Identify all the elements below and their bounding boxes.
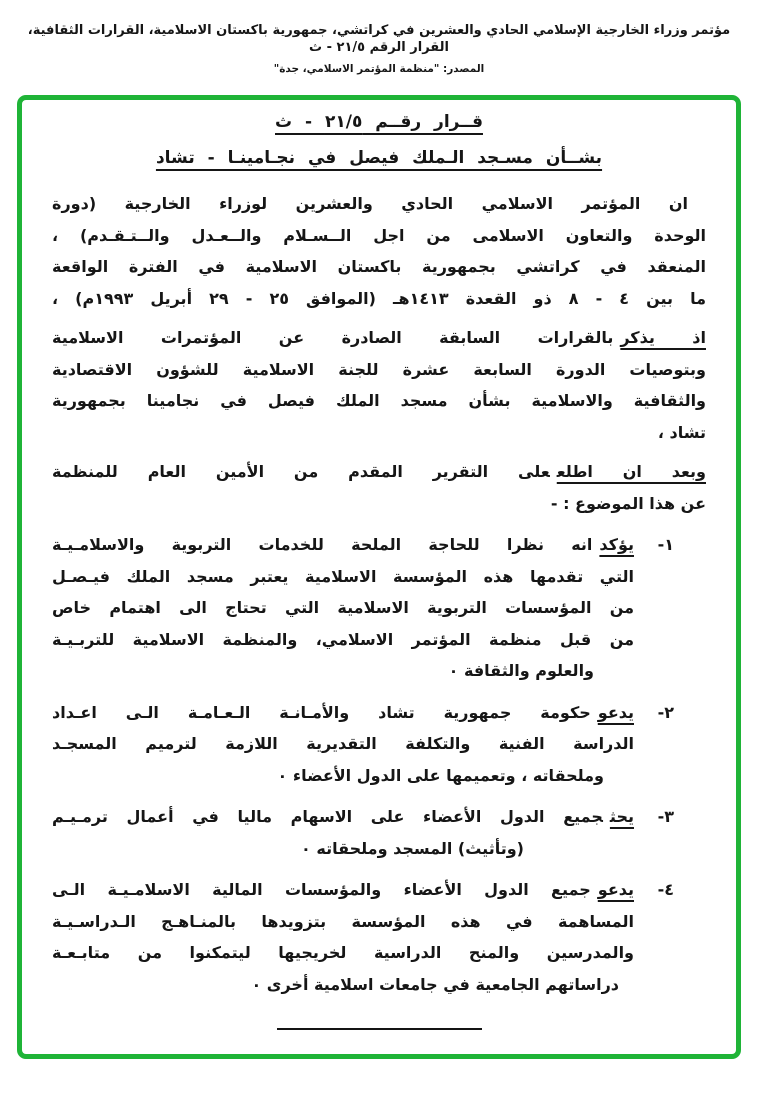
resolution-number-title: قــرار رقــم ٢١/٥ - ث (275, 112, 483, 132)
footer-divider (277, 1028, 482, 1030)
resolution-subject-title: بشــأن مسـجد الـملك فيصل في نجـامينـا - تشاد (155, 148, 603, 168)
body-line: وبتوصيات الدورة السابعة عشرة للجنة الاسلامية للشؤون الاقتصادية (52, 359, 706, 379)
body-line (52, 697, 634, 729)
body-line-text: انه نظرا للحاجة الملحة للخدمات التربوية والاسلامـيـة (52, 535, 593, 554)
body-line-text: جميع الدول الأعضاء والمؤسسات المالية الاسلامـيـة الـى (52, 880, 591, 899)
body-line: والعلوم والثقافة ٠ (448, 661, 594, 680)
operative-verb: يدعو (597, 880, 634, 899)
resolution-item-3 (52, 801, 706, 864)
operative-verb: يدعو (597, 702, 634, 722)
item-body (52, 874, 634, 1000)
item-body (52, 529, 634, 687)
item-body (52, 801, 634, 864)
body-line: ما بين ٤ - ٨ ذو القعدة ١٤١٣هـ (الموافق ٢٥ - ٢٩ أبريل ١٩٩٣م) ، (52, 288, 707, 308)
body-line: عن هذا الموضوع : - (550, 493, 706, 513)
preamble-lead-word: اذ يذكر (620, 328, 706, 347)
body-line: والثقافية والاسلامية بشأن مسجد الملك فيصل في نجامينا بجمهورية (52, 391, 706, 410)
scanned-resolution-page (0, 22, 758, 1100)
resolution-item-2 (52, 697, 706, 792)
preamble-lead-word: وبعد ان اطلع (556, 462, 706, 481)
item-number: ٤- (657, 880, 674, 899)
resolution-item-1 (52, 529, 706, 687)
body-line (52, 529, 634, 561)
body-line (52, 874, 634, 906)
body-line (52, 456, 706, 488)
item-body (52, 697, 634, 792)
document-header-title: مؤتمر وزراء الخارجية الإسلامي الحادي والعشرين في كراتشي، جمهورية باكستان الاسلامية، القرارات الثقافية، القرار الرقم ٢١/٥ - ث (27, 23, 731, 55)
body-line: وملحقاته ، وتعميمها على الدول الأعضاء ٠ (277, 765, 604, 785)
body-line: المساهمة في هذه المؤسسة بتزويدها بالمنـاهـج الـدراسـيـة (52, 911, 634, 931)
resolution-item-4 (52, 874, 706, 1000)
item-number: ٢- (657, 702, 674, 722)
body-line: (وتأثيث) المسجد وملحقاته ٠ (301, 838, 524, 858)
resolution-body (52, 188, 706, 1030)
body-line: دراساتهم الجامعية في جامعات اسلامية أخرى ٠ (251, 974, 619, 994)
preamble-paragraph-1 (52, 188, 706, 314)
body-line: من قبل منظمة المؤتمر الاسلامي، والمنظمة الاسلامية للتربـيـة (52, 629, 634, 649)
body-line-text: بالقرارات السابقة الصادرة عن المؤتمرات الاسلامية (52, 328, 614, 347)
body-line-text: جميع الدول الأعضاء على الاسهام ماليا في أعمال ترمـيـم (52, 807, 603, 826)
body-line: تشاد ، (657, 422, 706, 442)
item-number: ١- (657, 535, 674, 554)
body-line: الوحدة والتعاون الاسلامى من اجل الــسـلام والــعـدل والــتـقـدم) ، (52, 225, 706, 245)
body-line: الدراسة الفنية والتكلفة التقديرية اللازمة لترميم المسجـد (52, 734, 634, 753)
body-line: التي تقدمها هذه المؤسسة الاسلامية يعتبر مسجد الملك فيـصـل (52, 566, 634, 586)
body-line-text: حكومة جمهورية تشاد والأمـانـة الـعـامـة الـى اعـداد (52, 702, 591, 722)
body-line-text: على التقرير المقدم من الأمين العام للمنظمة (52, 462, 550, 481)
operative-verb: يحث (609, 807, 634, 826)
preamble-paragraph-3 (52, 456, 706, 519)
body-line: المنعقد في كراتشي بجمهورية باكستان الاسلامية في الفترة الواقعة (52, 257, 706, 276)
preamble-paragraph-2 (52, 322, 706, 448)
body-line (52, 322, 706, 354)
body-line (52, 801, 634, 833)
item-number: ٣- (657, 807, 674, 826)
body-line: من المؤسسات التربوية الاسلامية التي تحتاج الى اهتمام خاص (52, 598, 634, 617)
document-source: المصدر: "منظمة المؤتمر الاسلامي، جدة" (273, 63, 485, 75)
resolution-frame (17, 95, 741, 1059)
body-line: والمدرسين والمنح الدراسية لخريجيها ليتمكنوا من متابـعـة (52, 943, 634, 962)
body-line: ان المؤتمر الاسلامي الحادي والعشرين لوزراء الخارجية (دورة (52, 194, 688, 213)
operative-verb: يؤكد (599, 535, 634, 554)
